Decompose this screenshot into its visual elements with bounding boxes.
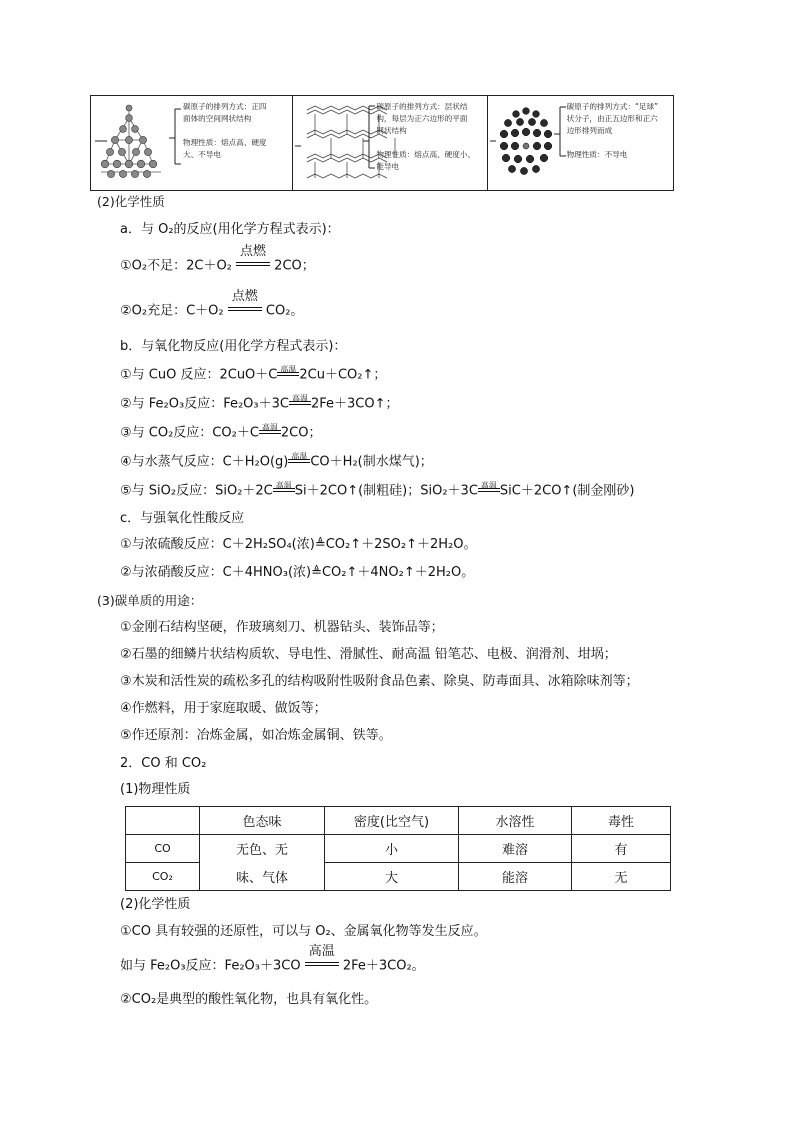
diamond-line-5: 大、不导电 bbox=[183, 150, 221, 159]
table-cell: 有 bbox=[572, 835, 671, 863]
diamond-description bbox=[183, 101, 267, 161]
equation-condition-2: 高温 bbox=[478, 483, 500, 499]
co-co2-physical-properties-table bbox=[125, 806, 671, 891]
use-item-3: ③木炭和活性炭的疏松多孔的结构吸附性吸附食品色素、除臭、防毒面具、冰箱除味剂等； bbox=[120, 674, 639, 689]
equation-condition: 高温 bbox=[305, 958, 339, 974]
equation-left: ①O₂不足：2C＋O₂ bbox=[120, 258, 232, 274]
table-cell: 大 bbox=[325, 863, 459, 891]
table-cell: CO₂ bbox=[126, 863, 200, 891]
table-cell: 小 bbox=[325, 835, 459, 863]
use-item-2: ②石墨的细鳞片状结构质软、导电性、滑腻性、耐高温 铅笔芯、电极、润滑剂、坩埚； bbox=[120, 647, 617, 662]
reaction-o2-heading: a．与 O₂的反应(用化学方程式表示)： bbox=[120, 222, 340, 237]
equation-condition: 高温 bbox=[288, 454, 310, 470]
chem-properties-heading: (2)化学性质 bbox=[97, 194, 165, 209]
h2so4-equation: ①与浓硫酸反应：C＋2H₂SO₄(浓)≜CO₂↑＋2SO₂↑＋2H₂O。 bbox=[120, 537, 477, 552]
diamond-line-1: 碳原子的排列方式：正四 bbox=[183, 102, 267, 111]
hno3-equation: ②与浓硝酸反应：C＋4HNO₃(浓)≜CO₂↑＋4NO₂↑＋2H₂O。 bbox=[120, 565, 475, 580]
fullerene-line-2: 状分子，由正五边形和正六 bbox=[566, 114, 658, 123]
table-header-cell: 毒性 bbox=[572, 807, 671, 835]
table-cell: 味、气体 bbox=[200, 863, 325, 891]
graphite-line-2: 构，每层为正六边形的平面 bbox=[376, 114, 468, 123]
graphite-line-5: 物理性质：熔点高、硬度小、 bbox=[376, 150, 476, 159]
table-cell: 难溶 bbox=[459, 835, 572, 863]
table-header-cell: 色态味 bbox=[200, 807, 325, 835]
fullerene-line-3: 边形排列而成 bbox=[566, 126, 613, 135]
reaction-acid-heading: c．与强氧化性酸反应 bbox=[120, 511, 245, 526]
sio2-equation: ⑤与 SiO₂反应：SiO₂＋2C 高温 Si＋2CO↑(制粗硅)；SiO₂＋3C 高温 SiC＋2CO↑(制金刚砂) bbox=[120, 481, 635, 499]
physical-properties-heading: (1)物理性质 bbox=[120, 782, 191, 797]
table-header-cell: 密度(比空气) bbox=[325, 807, 459, 835]
co-reduction-statement: ①CO 具有较强的还原性，可以与 O₂、金属氧化物等发生反应。 bbox=[120, 924, 487, 939]
table-cell: 无色、无 bbox=[200, 835, 325, 863]
equation-left: ②O₂充足：C＋O₂ bbox=[120, 303, 224, 319]
equation-condition bbox=[236, 244, 270, 274]
o2-sufficient-equation bbox=[120, 289, 304, 320]
graphite-line-1: 碳原子的排列方式：层状结 bbox=[376, 102, 468, 111]
fullerene-line-1: 碳原子的排列方式：“足球” bbox=[566, 102, 659, 111]
cuo-equation: ①与 CuO 反应：2CuO＋C 高温 2Cu＋CO₂↑； bbox=[120, 365, 387, 383]
equation-condition: 高温 bbox=[289, 396, 311, 412]
chem-properties-heading-2: (2)化学性质 bbox=[120, 897, 191, 912]
table-row bbox=[126, 835, 671, 863]
use-item-1: ①金刚石结构坚硬，作玻璃刻刀、机器钻头、装饰品等； bbox=[120, 620, 444, 635]
table-cell: CO bbox=[126, 835, 200, 863]
table-header-cell bbox=[126, 807, 200, 835]
diamond-line-4: 物理性质：熔点高、硬度 bbox=[183, 138, 267, 147]
fullerene-description bbox=[567, 101, 658, 161]
table-header-cell: 水溶性 bbox=[459, 807, 572, 835]
diamond-cell bbox=[91, 96, 292, 190]
equation-right: CO₂。 bbox=[265, 303, 304, 319]
section-2-title: 2．CO 和 CO₂ bbox=[120, 756, 207, 771]
co-fe2o3-equation: 如与 Fe₂O₃反应：Fe₂O₃＋3CO 高温 2Fe＋3CO₂。 bbox=[120, 944, 425, 974]
co2-equation: ③与 CO₂反应：CO₂＋C 高温 2CO； bbox=[120, 423, 322, 441]
equation-condition: 高温 bbox=[259, 425, 281, 441]
fullerene-line-5: 物理性质：不导电 bbox=[566, 150, 628, 159]
equation-condition: 高温 bbox=[277, 367, 299, 383]
co2-acidic-oxide-statement: ②CO₂是典型的酸性氧化物，也具有氧化性。 bbox=[120, 992, 378, 1007]
graphite-description bbox=[376, 101, 475, 173]
o2-insufficient-equation bbox=[120, 244, 315, 275]
condition-label: 点燃 bbox=[231, 289, 258, 304]
fullerene-cell bbox=[487, 96, 673, 190]
graphite-cell bbox=[292, 96, 486, 190]
table-row bbox=[126, 863, 671, 891]
reaction-oxide-heading: b．与氧化物反应(用化学方程式表示)： bbox=[120, 339, 347, 354]
uses-heading: (3)碳单质的用途： bbox=[97, 593, 203, 608]
condition-label: 点燃 bbox=[240, 244, 267, 259]
equation-condition: 高温 bbox=[273, 483, 295, 499]
graphite-line-6: 能导电 bbox=[376, 162, 400, 171]
allotrope-figure-table bbox=[90, 95, 674, 191]
graphite-line-3: 网状结构 bbox=[376, 126, 407, 135]
table-cell: 能溶 bbox=[459, 863, 572, 891]
table-header-row bbox=[126, 807, 671, 835]
equation-condition bbox=[228, 289, 262, 319]
use-item-4: ④作燃料，用于家庭取暖、做饭等； bbox=[120, 701, 327, 716]
steam-equation: ④与水蒸气反应：C＋H₂O(g) 高温 CO＋H₂(制水煤气)； bbox=[120, 452, 433, 470]
equation-right: 2CO； bbox=[274, 258, 315, 274]
diamond-line-2: 面体的空间网状结构 bbox=[183, 114, 252, 123]
use-item-5: ⑤作还原剂：冶炼金属，如冶炼金属铜、铁等。 bbox=[120, 728, 392, 743]
fe2o3-equation: ②与 Fe₂O₃反应：Fe₂O₃＋3C 高温 2Fe＋3CO↑； bbox=[120, 394, 399, 412]
table-cell: 无 bbox=[572, 863, 671, 891]
